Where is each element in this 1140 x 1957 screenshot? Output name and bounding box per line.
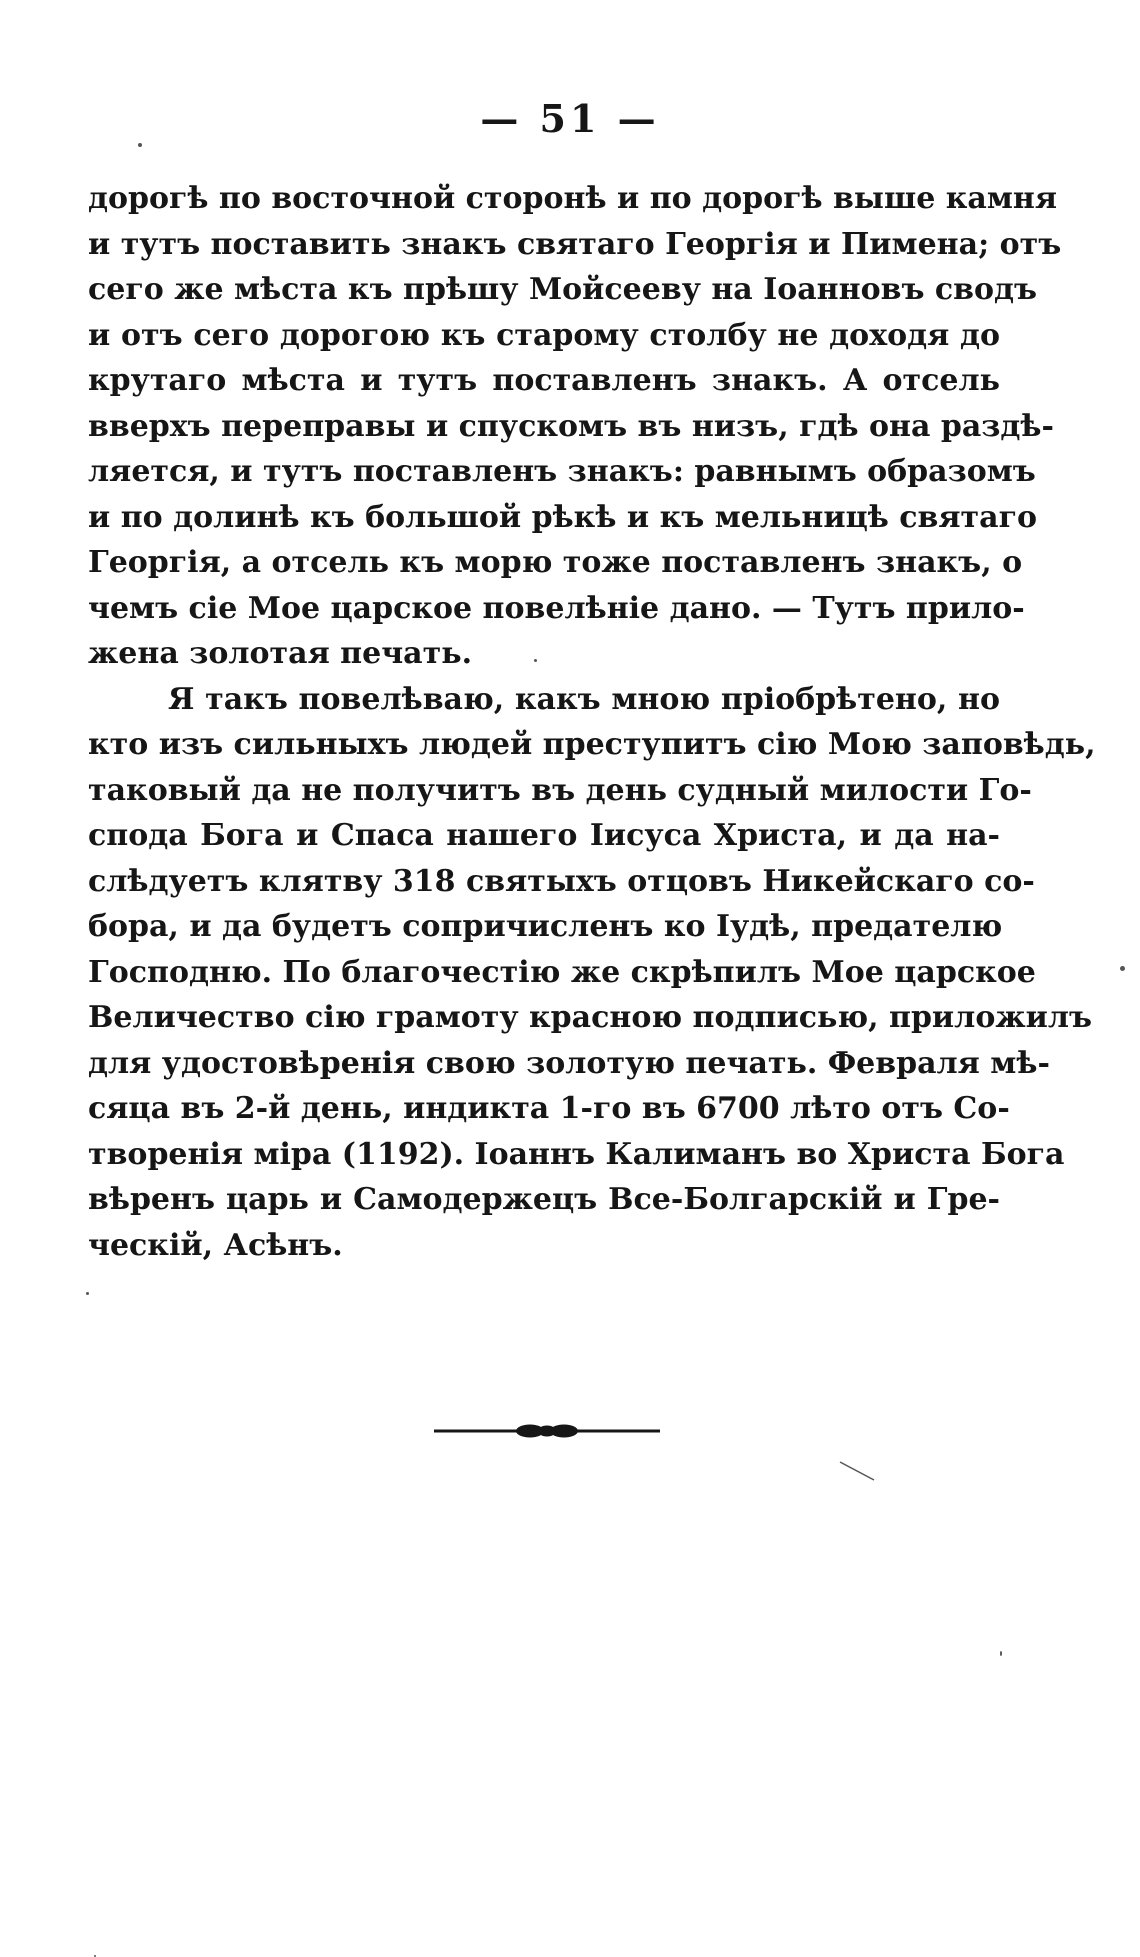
page-number: — 51 — — [480, 96, 660, 141]
body-text — [88, 176, 1096, 1268]
text-line: спода Бога и Спаса нашего Іисуса Христа, и да на- — [88, 818, 1000, 853]
text-line: жена золотая печать. — [88, 636, 473, 671]
text-line: ческій, Асѣнъ. — [88, 1227, 343, 1263]
text-line: вѣренъ царь и Самодержецъ Все-Болгарскій и Гре- — [88, 1182, 1000, 1217]
text-line: Господню. По благочестію же скрѣпилъ Мое царское — [88, 954, 1036, 990]
scan-mark — [838, 1460, 878, 1484]
paragraph-2 — [88, 677, 1096, 1269]
text-line: чемъ сіе Мое царское повелѣніе дано. — Тутъ прило- — [88, 590, 1025, 626]
text-line: и отъ сего дорогою къ старому столбу не доходя до — [88, 317, 1000, 353]
text-line: и по долинѣ къ большой рѣкѣ и къ мельницѣ святаго — [88, 499, 1037, 535]
ornamental-divider — [434, 1424, 660, 1438]
text-line: творенія міра (1192). Іоаннъ Калиманъ во Христа Бога — [88, 1136, 1065, 1172]
text-line: сяца въ 2-й день, индикта 1-го въ 6700 лѣто отъ Со- — [88, 1091, 1010, 1126]
text-line: ляется, и тутъ поставленъ знакъ: равнымъ образомъ — [88, 454, 1036, 489]
text-line: Величество сію грамоту красною подписью, приложилъ — [88, 1000, 1093, 1035]
text-line: для удостовѣренія свою золотую печать. Февраля мѣ- — [88, 1045, 1050, 1081]
text-line: бора, и да будетъ сопричисленъ ко Іудѣ, предателю — [88, 909, 1003, 944]
text-line: таковый да не получитъ въ день судный милости Го- — [88, 772, 1032, 808]
paragraph-1 — [88, 176, 1062, 677]
text-line: слѣдуетъ клятву 318 святыхъ отцовъ Никейскаго со- — [88, 863, 1035, 899]
text-line: Георгія, а отсель къ морю тоже поставленъ знакъ, о — [88, 545, 1023, 580]
text-line: Я такъ повелѣваю, какъ мною пріобрѣтено, но — [168, 681, 1000, 717]
text-line: дорогѣ по восточной сторонѣ и по дорогѣ выше камня — [88, 181, 1058, 216]
text-line: вверхъ переправы и спускомъ въ низъ, гдѣ она раздѣ- — [88, 408, 1054, 444]
text-line: крутаго мѣста и тутъ поставленъ знакъ. А отсель — [88, 363, 1000, 398]
text-line: и тутъ поставить знакъ святаго Георгія и Пимена; отъ — [88, 226, 1062, 262]
text-line: кто изъ сильныхъ людей преступитъ сію Мою заповѣдь, — [88, 727, 1096, 762]
text-line: сего же мѣста къ прѣшу Мойсееву на Іоанновъ сводъ — [88, 272, 1038, 307]
